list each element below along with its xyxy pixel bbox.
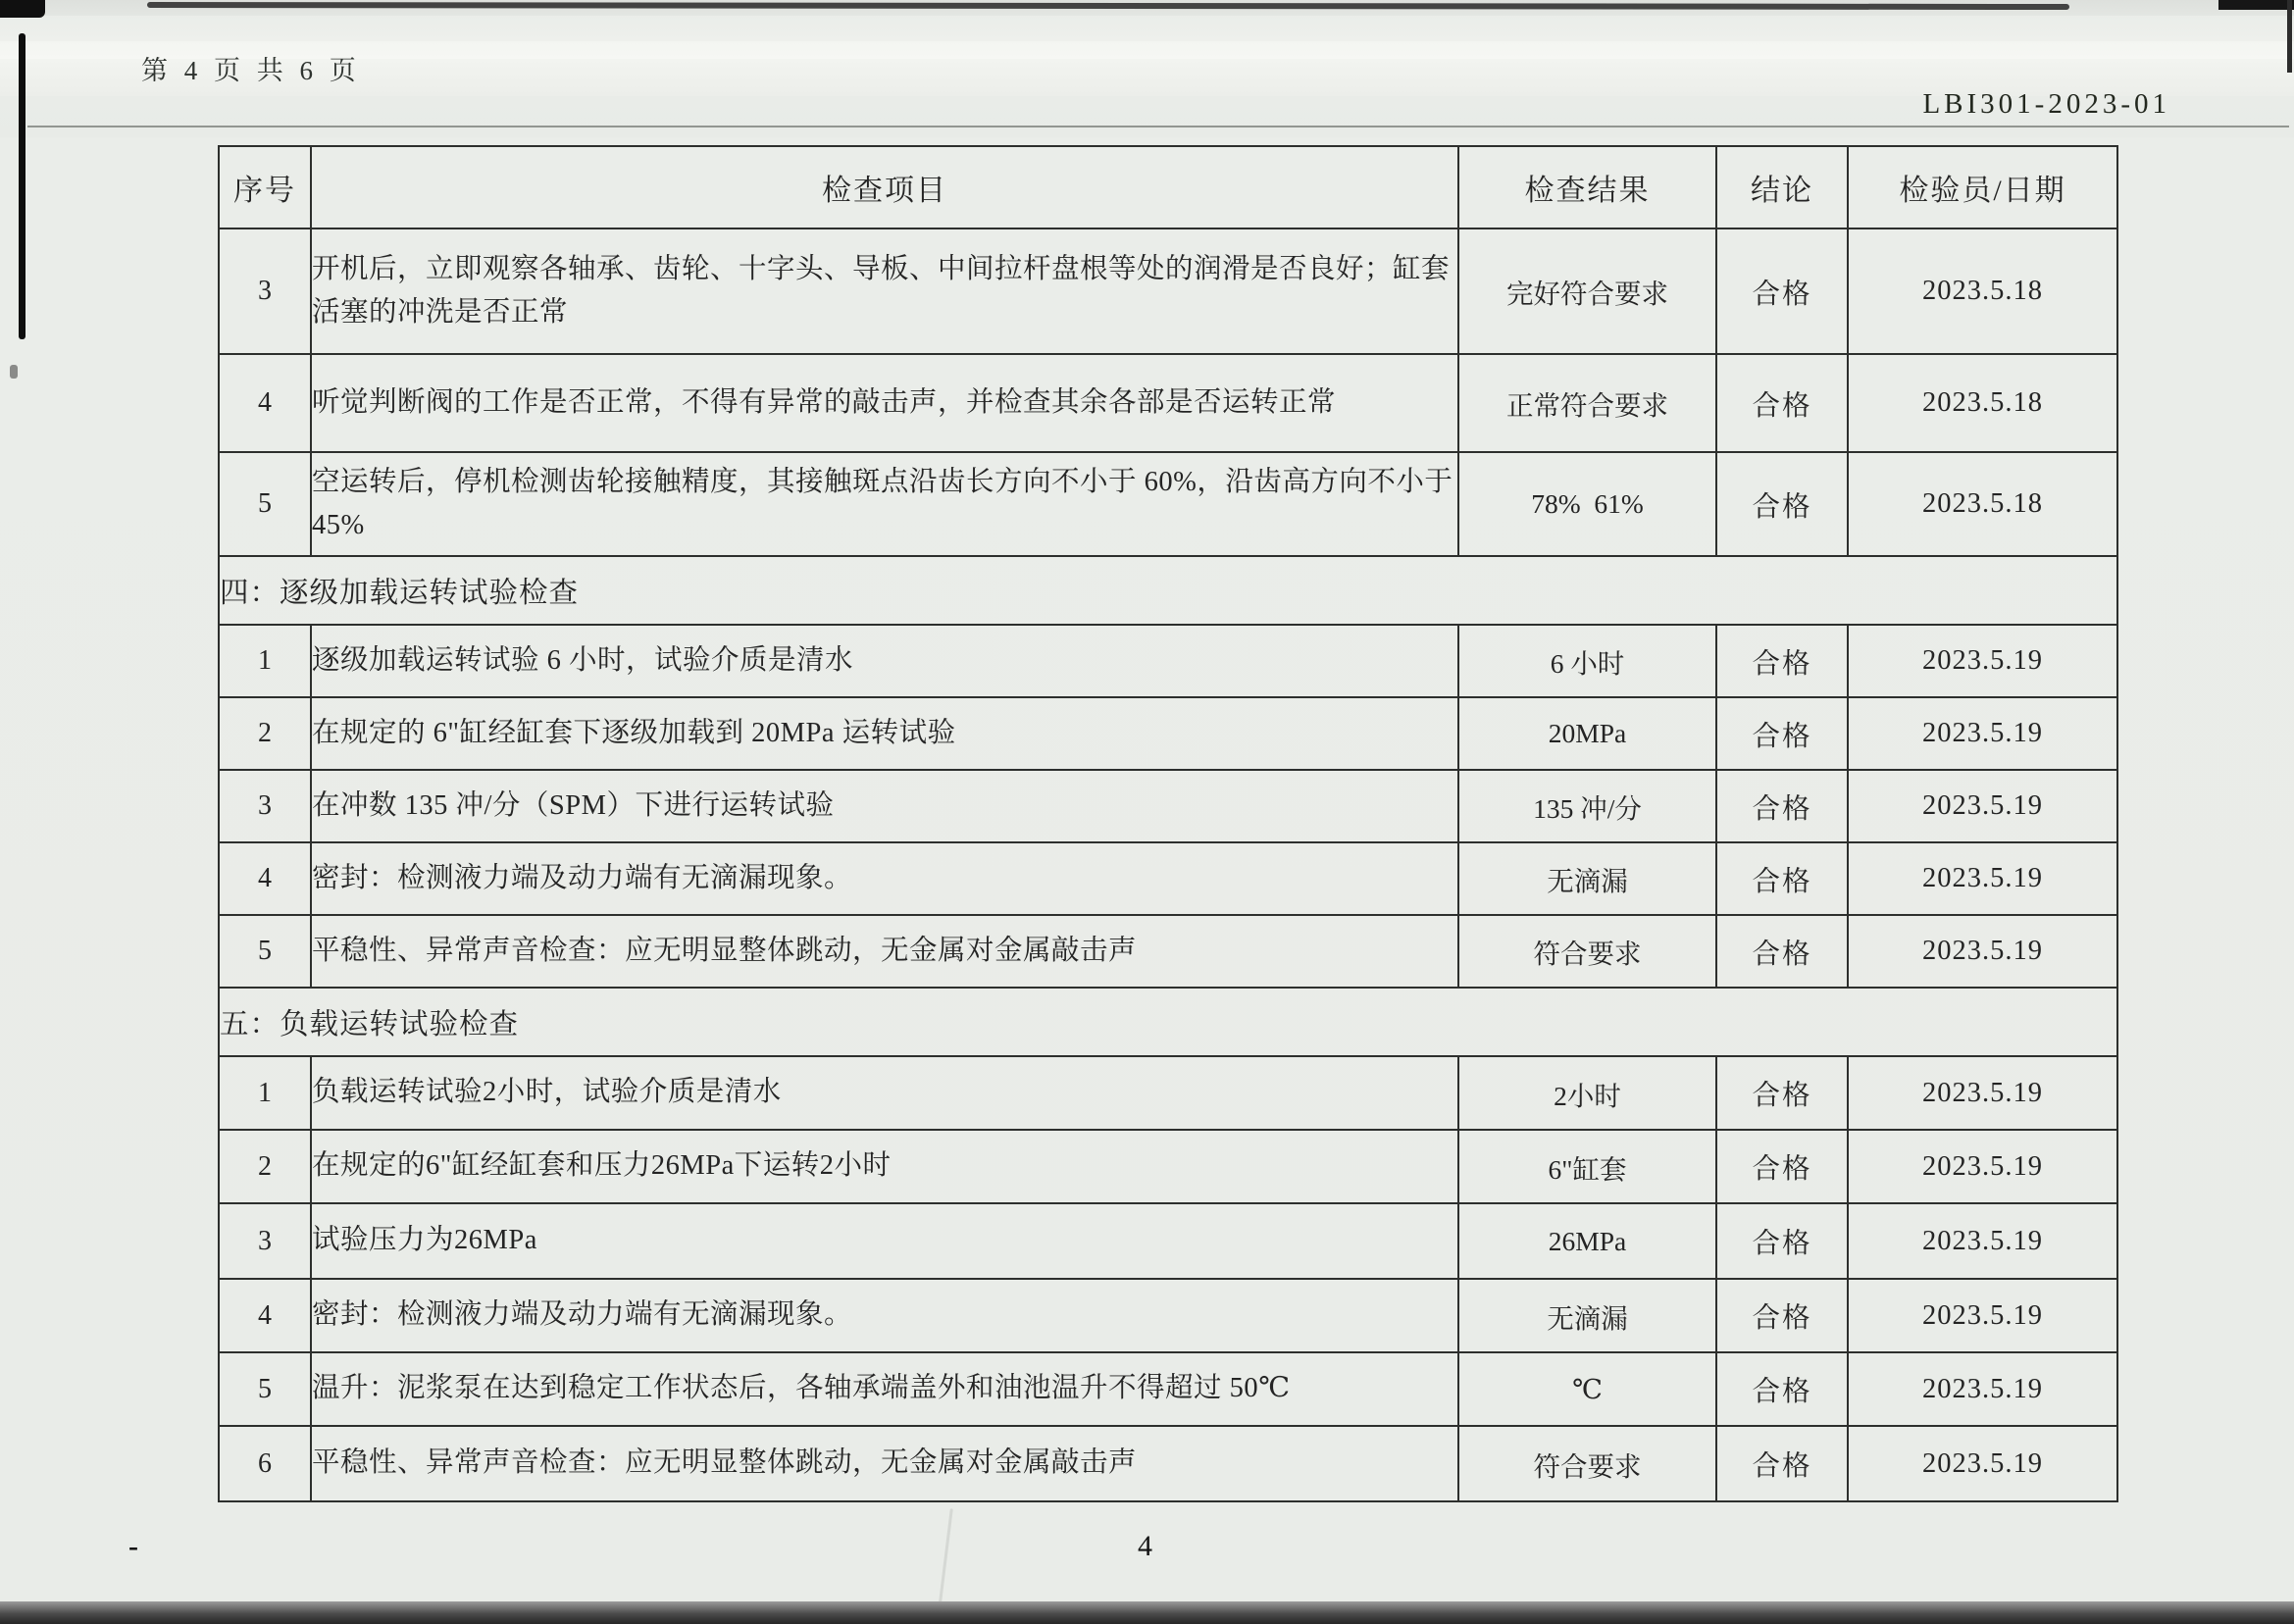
row-date: 2023.5.19 bbox=[1848, 1130, 2117, 1203]
row-conclusion: 合格 bbox=[1716, 842, 1848, 915]
row-no: 5 bbox=[219, 915, 311, 988]
row-date: 2023.5.19 bbox=[1848, 915, 2117, 988]
row-no: 6 bbox=[219, 1426, 311, 1501]
row-result: 2小时 bbox=[1458, 1056, 1716, 1130]
row-no: 3 bbox=[219, 228, 311, 354]
row-date: 2023.5.19 bbox=[1848, 1352, 2117, 1426]
table-row bbox=[219, 1352, 2117, 1426]
col-header-conclusion: 结论 bbox=[1716, 146, 1848, 228]
scan-artifact-top-left bbox=[0, 0, 45, 18]
row-item: 密封：检测液力端及动力端有无滴漏现象。 bbox=[311, 1279, 1458, 1352]
table-row bbox=[219, 1203, 2117, 1279]
row-item: 密封：检测液力端及动力端有无滴漏现象。 bbox=[311, 842, 1458, 915]
row-no: 4 bbox=[219, 842, 311, 915]
table-row bbox=[219, 452, 2117, 556]
scan-artifact-right-edge bbox=[2287, 0, 2292, 73]
row-date: 2023.5.18 bbox=[1848, 228, 2117, 354]
scan-artifact-top-streak bbox=[147, 2, 2069, 10]
row-result: 无滴漏 bbox=[1458, 842, 1716, 915]
row-item: 平稳性、异常声音检查：应无明显整体跳动，无金属对金属敲击声 bbox=[311, 915, 1458, 988]
row-date: 2023.5.19 bbox=[1848, 1203, 2117, 1279]
footer-dash-mark: - bbox=[128, 1530, 138, 1562]
table-row bbox=[219, 1279, 2117, 1352]
row-result: 20MPa bbox=[1458, 697, 1716, 770]
row-item: 空运转后，停机检测齿轮接触精度，其接触斑点沿齿长方向不小于 60%，沿齿高方向不小于 45% bbox=[311, 452, 1458, 556]
scan-artifact-top-right bbox=[2218, 0, 2294, 10]
row-no: 5 bbox=[219, 452, 311, 556]
table-row bbox=[219, 770, 2117, 842]
scan-artifact-left-line bbox=[19, 33, 25, 339]
row-no: 4 bbox=[219, 1279, 311, 1352]
row-item: 温升：泥浆泵在达到稳定工作状态后，各轴承端盖外和油池温升不得超过 50℃ bbox=[311, 1352, 1458, 1426]
row-date: 2023.5.19 bbox=[1848, 1279, 2117, 1352]
table-row bbox=[219, 1056, 2117, 1130]
row-item: 在规定的6"缸经缸套和压力26MPa下运转2小时 bbox=[311, 1130, 1458, 1203]
row-conclusion: 合格 bbox=[1716, 1279, 1848, 1352]
row-date: 2023.5.19 bbox=[1848, 697, 2117, 770]
row-result: 符合要求 bbox=[1458, 915, 1716, 988]
section-row bbox=[219, 556, 2117, 625]
row-no: 3 bbox=[219, 1203, 311, 1279]
row-item: 听觉判断阀的工作是否正常，不得有异常的敲击声，并检查其余各部是否运转正常 bbox=[311, 354, 1458, 452]
document-code: LBI301-2023-01 bbox=[1922, 88, 2170, 120]
row-date: 2023.5.19 bbox=[1848, 842, 2117, 915]
row-result: ℃ bbox=[1458, 1352, 1716, 1426]
row-conclusion: 合格 bbox=[1716, 625, 1848, 697]
scan-artifact-left-dot bbox=[10, 365, 18, 379]
row-conclusion: 合格 bbox=[1716, 770, 1848, 842]
row-no: 1 bbox=[219, 1056, 311, 1130]
section-label: 四：逐级加载运转试验检查 bbox=[219, 556, 2117, 625]
table-row bbox=[219, 1426, 2117, 1501]
row-result: 78% 61% bbox=[1458, 452, 1716, 556]
section-row bbox=[219, 988, 2117, 1056]
row-conclusion: 合格 bbox=[1716, 1352, 1848, 1426]
row-conclusion: 合格 bbox=[1716, 1426, 1848, 1501]
col-header-item: 检查项目 bbox=[311, 146, 1458, 228]
row-item: 在冲数 135 冲/分（SPM）下进行运转试验 bbox=[311, 770, 1458, 842]
table-row bbox=[219, 915, 2117, 988]
row-result: 无滴漏 bbox=[1458, 1279, 1716, 1352]
col-header-result: 检查结果 bbox=[1458, 146, 1716, 228]
row-date: 2023.5.18 bbox=[1848, 354, 2117, 452]
row-no: 2 bbox=[219, 1130, 311, 1203]
row-result: 6 小时 bbox=[1458, 625, 1716, 697]
row-conclusion: 合格 bbox=[1716, 915, 1848, 988]
row-date: 2023.5.19 bbox=[1848, 770, 2117, 842]
table-header-row bbox=[219, 146, 2117, 228]
row-result: 26MPa bbox=[1458, 1203, 1716, 1279]
row-date: 2023.5.18 bbox=[1848, 452, 2117, 556]
row-conclusion: 合格 bbox=[1716, 452, 1848, 556]
row-result: 正常符合要求 bbox=[1458, 354, 1716, 452]
row-no: 1 bbox=[219, 625, 311, 697]
row-conclusion: 合格 bbox=[1716, 228, 1848, 354]
table-row bbox=[219, 228, 2117, 354]
row-item: 开机后，立即观察各轴承、齿轮、十字头、导板、中间拉杆盘根等处的润滑是否良好；缸套活塞的冲洗是否正常 bbox=[311, 228, 1458, 354]
table-row bbox=[219, 625, 2117, 697]
scan-artifact-crease bbox=[937, 1508, 953, 1618]
row-no: 4 bbox=[219, 354, 311, 452]
scan-artifact-bottom-band bbox=[0, 1601, 2294, 1624]
row-no: 5 bbox=[219, 1352, 311, 1426]
table-row bbox=[219, 1130, 2117, 1203]
row-conclusion: 合格 bbox=[1716, 1130, 1848, 1203]
row-conclusion: 合格 bbox=[1716, 1056, 1848, 1130]
section-label: 五：负载运转试验检查 bbox=[219, 988, 2117, 1056]
col-header-inspector-date: 检验员/日期 bbox=[1848, 146, 2117, 228]
footer-page-number: 4 bbox=[1138, 1530, 1152, 1562]
row-date: 2023.5.19 bbox=[1848, 625, 2117, 697]
row-conclusion: 合格 bbox=[1716, 1203, 1848, 1279]
row-no: 3 bbox=[219, 770, 311, 842]
row-result: 完好符合要求 bbox=[1458, 228, 1716, 354]
row-date: 2023.5.19 bbox=[1848, 1056, 2117, 1130]
row-item: 负载运转试验2小时，试验介质是清水 bbox=[311, 1056, 1458, 1130]
row-item: 在规定的 6"缸经缸套下逐级加载到 20MPa 运转试验 bbox=[311, 697, 1458, 770]
col-header-no: 序号 bbox=[219, 146, 311, 228]
header-rule-line bbox=[27, 126, 2289, 127]
row-result: 符合要求 bbox=[1458, 1426, 1716, 1501]
row-item: 平稳性、异常声音检查：应无明显整体跳动，无金属对金属敲击声 bbox=[311, 1426, 1458, 1501]
row-result: 135 冲/分 bbox=[1458, 770, 1716, 842]
table-row bbox=[219, 842, 2117, 915]
row-no: 2 bbox=[219, 697, 311, 770]
row-date: 2023.5.19 bbox=[1848, 1426, 2117, 1501]
inspection-table-body bbox=[219, 228, 2117, 1501]
inspection-table bbox=[218, 145, 2118, 1502]
row-item: 逐级加载运转试验 6 小时，试验介质是清水 bbox=[311, 625, 1458, 697]
row-item: 试验压力为26MPa bbox=[311, 1203, 1458, 1279]
page-number-header: 第 4 页 共 6 页 bbox=[141, 56, 361, 85]
table-row bbox=[219, 697, 2117, 770]
row-conclusion: 合格 bbox=[1716, 354, 1848, 452]
row-conclusion: 合格 bbox=[1716, 697, 1848, 770]
table-row bbox=[219, 354, 2117, 452]
row-result: 6"缸套 bbox=[1458, 1130, 1716, 1203]
